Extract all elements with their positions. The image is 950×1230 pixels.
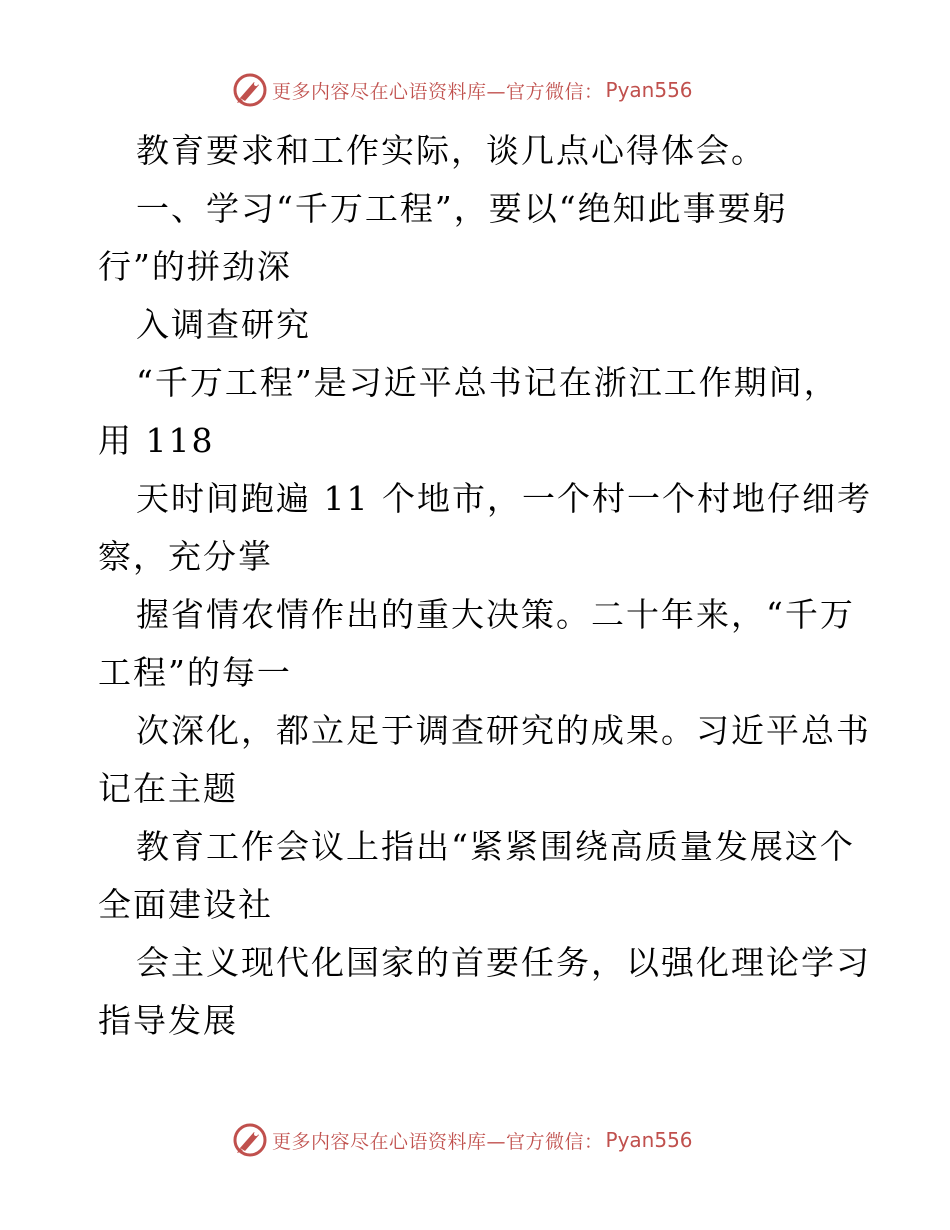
watermark-text: 更多内容尽在心语资料库—官方微信： [272,80,604,103]
text-line: 握省情农情作出的重大决策。二十年来，“千万 [136,595,855,634]
text-line: “千万工程”是习近平总书记在浙江工作期间， [136,363,839,402]
text-line: 行”的拼劲深 [98,247,292,286]
text-line: 教育工作会议上指出“紧紧围绕高质量发展这个 [136,827,855,866]
text-line: 工程”的每一 [98,653,292,692]
pen-nib-logo-icon [232,1122,268,1158]
footer-watermark [232,1122,693,1158]
text-line: 指导发展 [98,1001,238,1040]
text-line: 用 118 [98,421,215,460]
text-line: 次深化，都立足于调查研究的成果。习近平总书 [136,711,871,750]
text-line: 天时间跑遍 11 个地市，一个村一个村地仔细考 [136,479,872,518]
pen-nib-logo-icon [232,72,268,108]
header-watermark [232,72,693,108]
text-line: 教育要求和工作实际，谈几点心得体会。 [136,131,766,170]
text-line: 记在主题 [98,769,238,808]
text-line: 入调查研究 [136,305,311,344]
text-line: 会主义现代化国家的首要任务，以强化理论学习 [136,943,871,982]
watermark-text: 更多内容尽在心语资料库—官方微信： [272,1130,604,1153]
watermark-wechat-handle: Pyan556 [605,78,693,102]
text-line: 一、学习“千万工程”，要以“绝知此事要躬 [136,189,788,228]
watermark-wechat-handle: Pyan556 [605,1128,693,1152]
text-line: 察，充分掌 [98,537,273,576]
document-body [98,122,872,1050]
text-line: 全面建设社 [98,885,273,924]
